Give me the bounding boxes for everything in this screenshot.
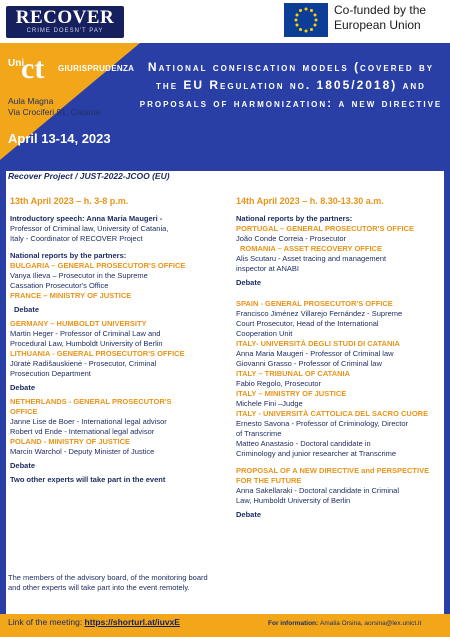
debate-label: Debate — [14, 305, 40, 314]
info-contacts[interactable]: Amalia Orsina, aorsina@lex.unict.it — [320, 620, 422, 627]
eu-flag-icon — [284, 3, 328, 37]
speaker-line: Cassation Prosecutor's Office — [10, 281, 109, 290]
speaker-line: Robert vd Ende - International legal advisor — [10, 427, 155, 436]
speaker-line: João Conde Correia - Prosecutor — [236, 234, 347, 243]
speaker-line: Fabio Regolo, Prosecutor — [236, 379, 322, 388]
speaker-line: Criminology and junior researcher at Transcrime — [236, 449, 397, 458]
partner-spain: SPAIN - GENERAL PROSECUTOR'S OFFICE — [236, 299, 393, 308]
debate-label: Debate — [236, 278, 262, 287]
recover-logo — [6, 6, 124, 38]
partner-romania: ROMANIA – ASSET RECOVERY OFFICE — [240, 244, 382, 253]
unict-ct: ct — [21, 52, 45, 85]
event-dates: April 13-14, 2023 — [8, 131, 111, 146]
speaker-line: Giovanni Grasso - Professor of Criminal law — [236, 359, 382, 368]
proposal-heading: PROPOSAL OF A NEW DIRECTIVE and PERSPECTIVE — [236, 466, 430, 475]
intro-line: Professor of Criminal law, University of Catania, — [10, 224, 169, 233]
speaker-line: Martin Heger - Professor of Criminal Law and — [10, 329, 161, 338]
partner-tribunal: ITALY – TRIBUNAL OF CATANIA — [236, 369, 351, 378]
intro-speech: Introductory speech: Anna Maria Maugeri - — [10, 214, 163, 223]
speaker-line: Procedural Law, Humboldt University of Berlin — [10, 339, 163, 348]
partner-germany: GERMANY – HUMBOLDT UNIVERSITY — [10, 319, 147, 328]
unict-giurisprudenza: GIURISPRUDENZA — [58, 64, 135, 73]
logo-tagline: CRIME DOESN'T PAY — [26, 28, 104, 34]
speaker-line: of Transcrime — [236, 429, 282, 438]
reports-heading: National reports by the partners: — [10, 251, 127, 260]
partner-france: FRANCE – MINISTRY OF JUSTICE — [10, 291, 132, 300]
partner-unict: ITALY- UNIVERSITÀ DEGLI STUDI DI CATANIA — [236, 339, 400, 348]
other-experts: Two other experts will take part in the event — [10, 475, 166, 484]
project-label: Recover Project / JUST-2022-JCOO (EU) — [8, 171, 170, 181]
speaker-line: Anna Sakellaraki - Doctoral candidate in Criminal — [236, 486, 399, 495]
speaker-line: Vanya Ilieva – Prosecutor in the Supreme — [10, 271, 148, 280]
contact-info — [268, 620, 421, 627]
intro-line: Italy - Coordinator of RECOVER Project — [10, 234, 143, 243]
day1-column — [10, 196, 220, 485]
unict-uni: Uni — [8, 58, 25, 69]
reports-heading: National reports by the partners: — [236, 214, 353, 223]
partner-lithuania: LITHUANIA - GENERAL PROSECUTOR'S OFFICE — [10, 349, 185, 358]
info-label: For information: — [268, 620, 320, 627]
venue-line1: Aula Magna — [8, 96, 54, 106]
partner-portugal: PORTUGAL – GENERAL PROSECUTOR'S OFFICE — [236, 224, 415, 233]
partner-ministry: ITALY – MINISTRY OF JUSTICE — [236, 389, 347, 398]
debate-label: Debate — [10, 461, 36, 470]
speaker-line: Alis Scutaru - Asset tracing and management — [236, 254, 387, 263]
speaker-line: Francisco Jiménez Villarejo Fernández - Supreme — [236, 309, 403, 318]
partner-cattolica: ITALY - UNIVERSITÀ CATTOLICA DEL SACRO CUORE — [236, 409, 429, 418]
speaker-line: Matteo Anastasio - Doctoral candidate in — [236, 439, 371, 448]
link-label: Link of the meeting: — [8, 617, 85, 627]
speaker-line: inspector at ANABI — [236, 264, 299, 273]
meeting-link-row — [8, 617, 180, 627]
speaker-line: Court Prosecutor, Head of the International — [236, 319, 379, 328]
debate-label: Debate — [10, 383, 36, 392]
cofunded-label: Co-funded by the European Union — [334, 3, 427, 32]
meeting-link[interactable]: https://shorturl.at/iuvxE — [84, 617, 180, 627]
speaker-line: Cooperation Unit — [236, 329, 293, 338]
proposal-heading-cont: FOR THE FUTURE — [236, 476, 302, 485]
event-title: National confiscation models (covered by the EU Regulation no. 1805/2018) and proposals of harmonization: a new directive — [139, 60, 443, 110]
speaker-line: Prosecution Department — [10, 369, 91, 378]
partner-netherlands: NETHERLANDS - GENERAL PROSECUTOR'S — [10, 397, 172, 406]
speaker-line: Janne Lise de Boer - International legal advisor — [10, 417, 167, 426]
unict-logo — [8, 52, 138, 86]
day1-heading: 13th April 2023 – h. 3-8 p.m. — [10, 196, 129, 206]
partner-netherlands-cont: OFFICE — [10, 407, 38, 416]
speaker-line: Jūratė Radišauskienė - Prosecutor, Criminal — [10, 359, 157, 368]
venue-line2: Via Crociferi 91, Catania — [8, 107, 100, 117]
logo-text: RECOVER — [15, 7, 115, 28]
partner-bulgaria: BULGARIA – GENERAL PROSECUTOR'S OFFICE — [10, 261, 186, 270]
speaker-line: Anna Maria Maugeri - Professor of Criminal law — [236, 349, 394, 358]
speaker-line: Law, Humboldt University of Berlin — [236, 496, 351, 505]
partner-poland: POLAND - MINISTRY OF JUSTICE — [10, 437, 131, 446]
advisory-note: The members of the advisory board, of the monitoring board and other experts will take part into the event remotely. — [8, 573, 208, 592]
speaker-line: Michele Fini –Judge — [236, 399, 303, 408]
speaker-line: Marcin Warchol - Deputy Minister of Justice — [10, 447, 155, 456]
speaker-line: Ernesto Savona - Professor of Criminology, Director — [236, 419, 409, 428]
debate-label: Debate — [236, 510, 262, 519]
day2-heading: 14th April 2023 – h. 8.30-13.30 a.m. — [236, 196, 384, 206]
day2-column — [236, 196, 446, 524]
venue — [8, 96, 100, 118]
